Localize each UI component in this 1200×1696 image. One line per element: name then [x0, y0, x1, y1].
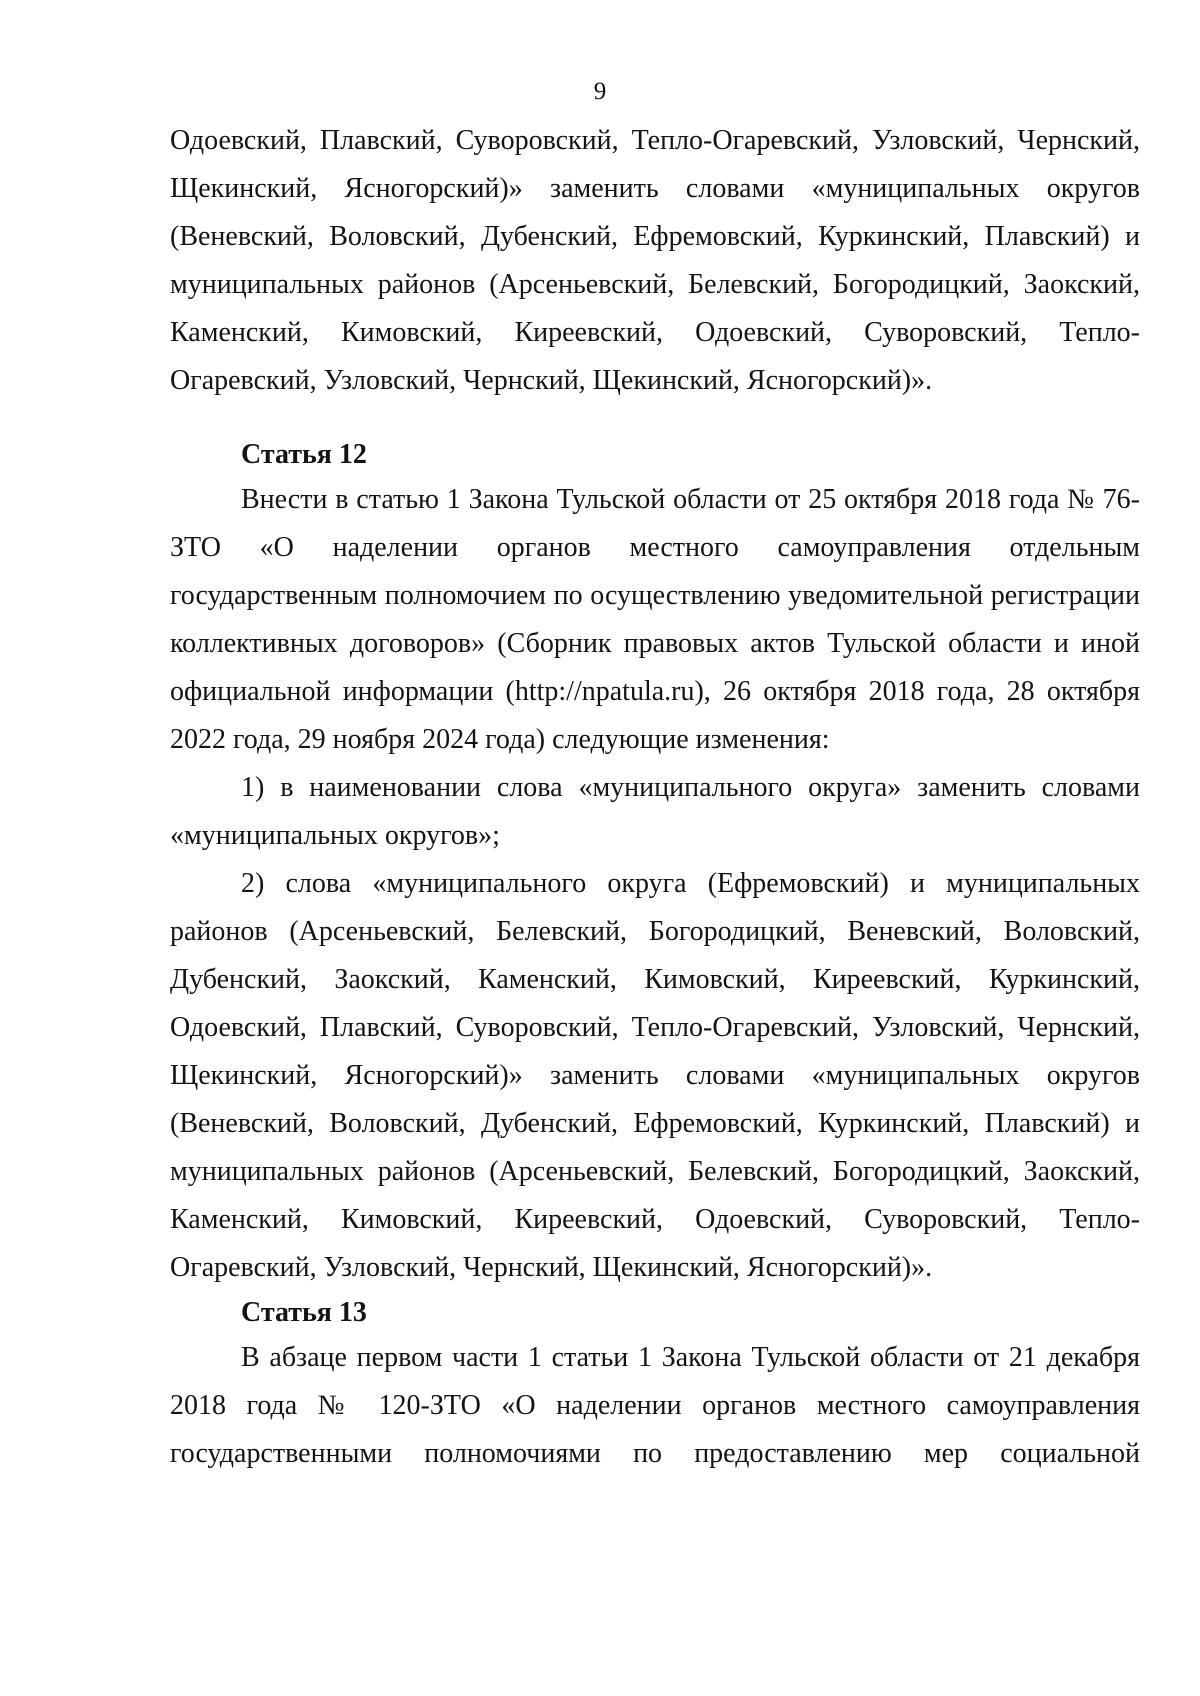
- continued-paragraph: [170, 117, 1140, 405]
- article-12-body: [170, 476, 1140, 1292]
- article-12-item-2: 2) слова «муниципального округа (Ефремовский) и муниципальных районов (Арсеньевский, Белевский, Богородицкий, Веневский, Воловский, Дубенский, Заокский, Каменский, Кимовский, Киреевский, Куркинский, Одоевский, Плавский, Суворовский, Тепло-Огаревский, Узловский, Чернский, Щекинский, Ясногорский)» заменить словами «муниципальных округов (Веневский, Воловский, Дубенский, Ефремовский, Куркинский, Плавский) и муниципальных районов (Арсеньевский, Белевский, Богородицкий, Заокский, Каменский, Кимовский, Киреевский, Одоевский, Суворовский, Тепло-Огаревский, Узловский, Чернский, Щекинский, Ясногорский)».: [170, 868, 1140, 1283]
- article-13-heading: Статья 13: [241, 1297, 367, 1328]
- article-12-intro: Внести в статью 1 Закона Тульской области от 25 октября 2018 года № 76-ЗТО «О наделении органов местного самоуправления отдельным государственным полномочием по осуществлению уведомительной регистрации коллективных договоров» (Сборник правовых актов Тульской области и иной официальной информации (http://npatula.ru), 26 октября 2018 года, 28 октября 2022 года, 29 ноября 2024 года) следующие изменения:: [170, 484, 1140, 755]
- page-number: 9: [593, 78, 607, 105]
- paragraph-continuation: Одоевский, Плавский, Суворовский, Тепло-Огаревский, Узловский, Чернский, Щекинский, Ясногорский)» заменить словами «муниципальных округов (Веневский, Воловский, Дубенский, Ефремовский, Куркинский, Плавский) и муниципальных районов (Арсеньевский, Белевский, Богородицкий, Заокский, Каменский, Кимовский, Киреевский, Одоевский, Суворовский, Тепло-Огаревский, Узловский, Чернский, Щекинский, Ясногорский)».: [170, 125, 1140, 396]
- article-13-body: [170, 1334, 1140, 1478]
- article-12-item-1: 1) в наименовании слова «муниципального округа» заменить словами «муниципальных округов»;: [170, 772, 1140, 851]
- article-12-heading: Статья 12: [241, 439, 367, 470]
- article-13-intro: В абзаце первом части 1 статьи 1 Закона Тульской области от 21 декабря 2018 года № 120-ЗТО «О наделении органов местного самоуправления государственными полномочиями по предоставлению мер социальной: [170, 1342, 1140, 1469]
